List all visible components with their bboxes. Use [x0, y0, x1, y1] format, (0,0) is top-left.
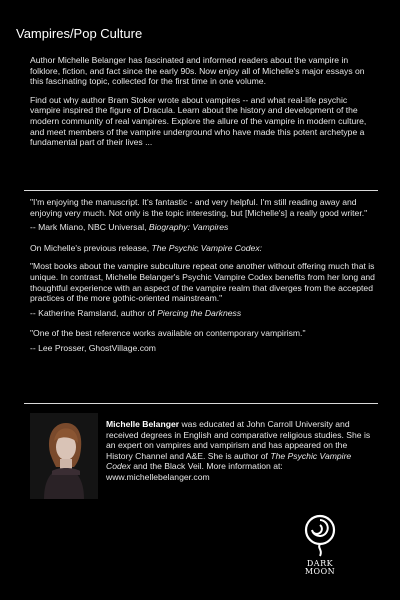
- quote-3-attribution: -- Lee Prosser, GhostVillage.com: [30, 342, 156, 353]
- previous-release-prefix: On Michelle's previous release,: [30, 242, 152, 253]
- dark-moon-logo-icon: [300, 512, 340, 588]
- bio-text-2: and the Black Veil. More information at: www.michellebelanger.com: [106, 461, 283, 482]
- divider-bottom: [24, 403, 378, 404]
- quote-1-attribution: [30, 222, 375, 233]
- bio-book-title: The Psychic Vampire Codex: [106, 450, 352, 472]
- quote-1-text: "I'm enjoying the manuscript. It's fantastic - and very helpful. I'm still reading away and enjoying very much. Not only is the topic interesting, but [Michelle's] a really good writer.": [30, 197, 368, 218]
- bio-text-1: was educated at John Carroll University and received degrees in English and comparative religious studies. She is an expert on vampires and vampirism and has appeared on the History Channel and A&E. She is author of: [106, 419, 371, 461]
- publisher-line-2: MOON: [304, 567, 336, 576]
- category-label: Vampires/Pop Culture: [16, 26, 143, 41]
- quote-2-attribution: [30, 308, 375, 319]
- quote-2-attribution-prefix: -- Katherine Ramsland, author of: [30, 307, 158, 318]
- description: [30, 55, 375, 156]
- author-photo: [30, 413, 98, 499]
- description-paragraph-1: Author Michelle Belanger has fascinated and informed readers about the vampire in folklore, fiction, and fact since the early 90s. Now enjoy all of Michelle's major essays on this fascinating topic, collected for the first time in one volume.: [30, 55, 365, 87]
- description-paragraph-2: Find out why author Bram Stoker wrote about vampires -- and what real-life psychic vampire inspired the figure of Dracula. Learn about the history and development of the modern community of real vampires. Explore the allure of the vampire in modern culture, and meet members of the vampire underground who have made this potent archetype a fundamental part of their lives ...: [30, 94, 367, 148]
- author-name: Michelle Belanger: [106, 419, 180, 429]
- previous-release-title: The Psychic Vampire Codex:: [151, 242, 263, 253]
- quote-2-text: "Most books about the vampire subculture repeat one another without offering much that is unique. In contrast, Michelle Belanger's Psychic Vampire Codex benefits from her long and thoughtful experience with an aspect of the vampire realm that diverges from the accepted practices of the more gothic-oriented mainstream.": [30, 261, 375, 304]
- previous-release-heading: [30, 243, 375, 254]
- publisher-logo-text: [296, 560, 344, 576]
- quote-1-attribution-work: Biography: Vampires: [148, 222, 229, 233]
- quote-3-text: "One of the best reference works available on contemporary vampirism.": [30, 328, 306, 339]
- publisher-line-1: DARK: [306, 559, 334, 568]
- author-portrait-icon: [30, 413, 98, 499]
- quote-2-attribution-work: Piercing the Darkness: [157, 307, 242, 318]
- reviews: [30, 197, 375, 364]
- quote-1-attribution-prefix: -- Mark Miano, NBC Universal,: [30, 222, 149, 233]
- divider-top: [24, 190, 378, 191]
- author-bio: [106, 419, 374, 483]
